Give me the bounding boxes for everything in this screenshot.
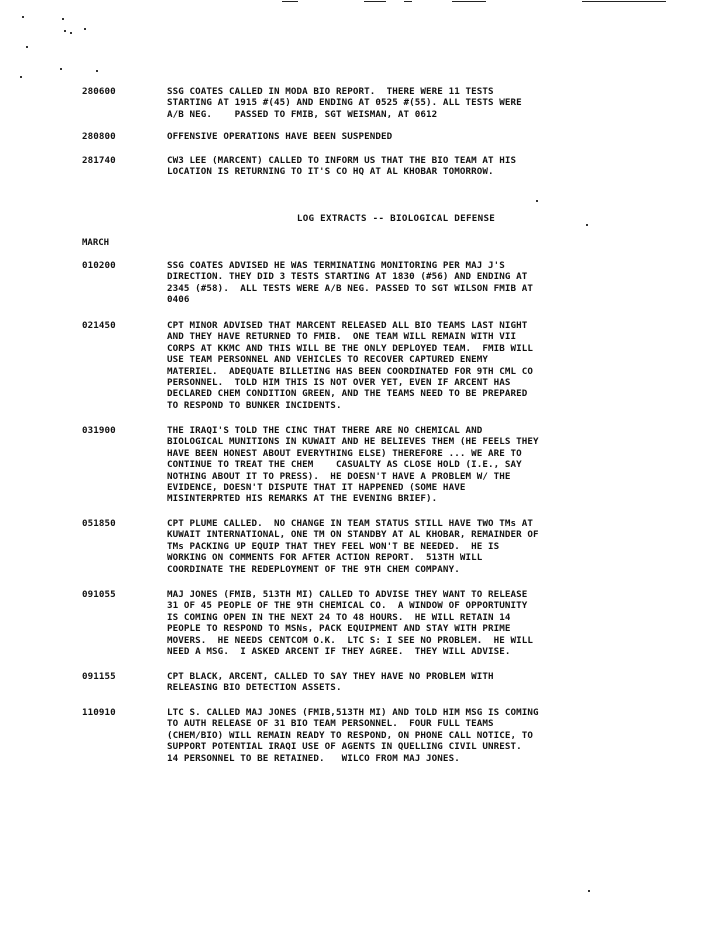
log-time: 051850 xyxy=(82,518,116,529)
log-text: CW3 LEE (MARCENT) CALLED TO INFORM US THAT THE BIO TEAM AT HIS LOCATION IS RETURNING TO IT'S CO HQ AT AL KHOBAR TOMORROW. xyxy=(167,155,517,178)
scan-speck xyxy=(62,18,64,20)
log-time: 021450 xyxy=(82,320,116,331)
scan-header-rule xyxy=(452,1,486,2)
log-time: 280600 xyxy=(82,86,116,97)
scan-speck xyxy=(586,224,588,226)
log-text: MAJ JONES (FMIB, 513TH MI) CALLED TO ADVISE THEY WANT TO RELEASE 31 OF 45 PEOPLE OF THE 9TH CHEMICAL CO. A WINDOW OF OPPORTUNITY IS COMING OPEN IN THE NEXT 24 TO 48 HOURS. HE WILL RETAIN 14 PEOPLE TO RESPOND TO MSNs, PACK EQUIPMENT AND STAY WITH PRIME MOVERS. HE NEEDS CENTCOM O.K. LTC S: I SEE NO PROBLEM. HE WILL NEED A MSG. I ASKED ARCENT IF THEY AGREE. THEY WILL ADVISE. xyxy=(167,589,534,658)
scan-speck xyxy=(96,70,98,72)
log-text: CPT PLUME CALLED. NO CHANGE IN TEAM STATUS STILL HAVE TWO TMs AT KUWAIT INTERNATIONAL, ONE TM ON STANDBY AT AL KHOBAR, REMAINDER OF TMs PACKING UP EQUIP THAT THEY FEEL WON'T BE NEEDED. HE IS WORKING ON COMMENTS FOR AFTER ACTION REPORT. 513TH WILL COORDINATE THE REDEPLOYMENT OF THE 9TH CHEM COMPANY. xyxy=(167,518,539,575)
scan-header-rule xyxy=(364,1,386,2)
log-text: LTC S. CALLED MAJ JONES (FMIB,513TH MI) AND TOLD HIM MSG IS COMING TO AUTH RELEASE OF 31 BIO TEAM PERSONNEL. FOUR FULL TEAMS (CHEM/BIO) WILL REMAIN READY TO RESPOND, ON PHONE CALL NOTICE, TO SUPPORT POTENTIAL IRAQI USE OF AGENTS IN QUELLING CIVIL UNREST. 14 PERSONNEL TO BE RETAINED. WILCO FROM MAJ JONES. xyxy=(167,707,539,764)
scan-speck xyxy=(64,30,66,32)
log-text: SSG COATES CALLED IN MODA BIO REPORT. THERE WERE 11 TESTS STARTING AT 1915 #(45) AND ENDING AT 0525 #(55). ALL TESTS WERE A/B NEG. PASSED TO FMIB, SGT WEISMAN, AT 0612 xyxy=(167,86,522,120)
log-text: OFFENSIVE OPERATIONS HAVE BEEN SUSPENDED xyxy=(167,131,393,142)
scan-speck xyxy=(536,200,538,202)
scan-speck xyxy=(20,76,22,78)
log-text: SSG COATES ADVISED HE WAS TERMINATING MONITORING PER MAJ J'S DIRECTION. THEY DID 3 TESTS STARTING AT 1830 (#56) AND ENDING AT 2345 (#58). ALL TESTS WERE A/B NEG. PASSED TO SGT WILSON FMIB AT 0406 xyxy=(167,260,534,306)
scan-header-rule xyxy=(282,1,298,2)
scan-speck xyxy=(22,16,24,18)
scan-speck xyxy=(60,68,62,70)
scan-speck xyxy=(588,890,590,892)
scan-header-rule xyxy=(582,1,666,2)
log-text: CPT BLACK, ARCENT, CALLED TO SAY THEY HAVE NO PROBLEM WITH RELEASING BIO DETECTION ASSETS. xyxy=(167,671,494,694)
scan-header-rule xyxy=(404,1,412,2)
log-time: 091055 xyxy=(82,589,116,600)
month-heading: MARCH xyxy=(82,238,110,248)
log-text: THE IRAQI'S TOLD THE CINC THAT THERE ARE NO CHEMICAL AND BIOLOGICAL MUNITIONS IN KUWAIT AND HE BELIEVES THEM (HE FEELS THEY HAVE BEEN HONEST ABOUT EVERYTHING ELSE) THEREFORE ... WE ARE TO CONTINUE TO TREAT THE CHEM CASUALTY AS CLOSE HOLD (I.E., SAY NOTHING ABOUT IT TO PRESS). HE DOESN'T HAVE A PROBLEM W/ THE EVIDENCE, DOESN'T DISPUTE THAT IT HAPPENED (SOME HAVE MISINTERPRTED HIS REMARKS AT THE EVENING BRIEF). xyxy=(167,425,539,505)
log-time: 010200 xyxy=(82,260,116,271)
log-time: 031900 xyxy=(82,425,116,436)
log-time: 110910 xyxy=(82,707,116,718)
scan-speck xyxy=(70,32,72,34)
log-time: 280800 xyxy=(82,131,116,142)
log-time: 091155 xyxy=(82,671,116,682)
scan-speck xyxy=(26,46,28,48)
section-title: LOG EXTRACTS -- BIOLOGICAL DEFENSE xyxy=(296,213,496,224)
scan-speck xyxy=(84,28,86,30)
log-time: 281740 xyxy=(82,155,116,166)
log-text: CPT MINOR ADVISED THAT MARCENT RELEASED ALL BIO TEAMS LAST NIGHT AND THEY HAVE RETURNED TO FMIB. ONE TEAM WILL REMAIN WITH VII CORPS AT KKMC AND THIS WILL BE THE ONLY DEPLOYED TEAM. FMIB WILL USE TEAM PERSONNEL AND VEHICLES TO RECOVER CAPTURED ENEMY MATERIEL. ADEQUATE BILLETING HAS BEEN COORDINATED FOR 9TH CML CO PERSONNEL. TOLD HIM THIS IS NOT OVER YET, EVEN IF ARCENT HAS DECLARED CHEM CONDITION GREEN, AND THE TEAMS NEED TO BE PREPARED TO RESPOND TO BUNKER INCIDENTS. xyxy=(167,320,534,411)
